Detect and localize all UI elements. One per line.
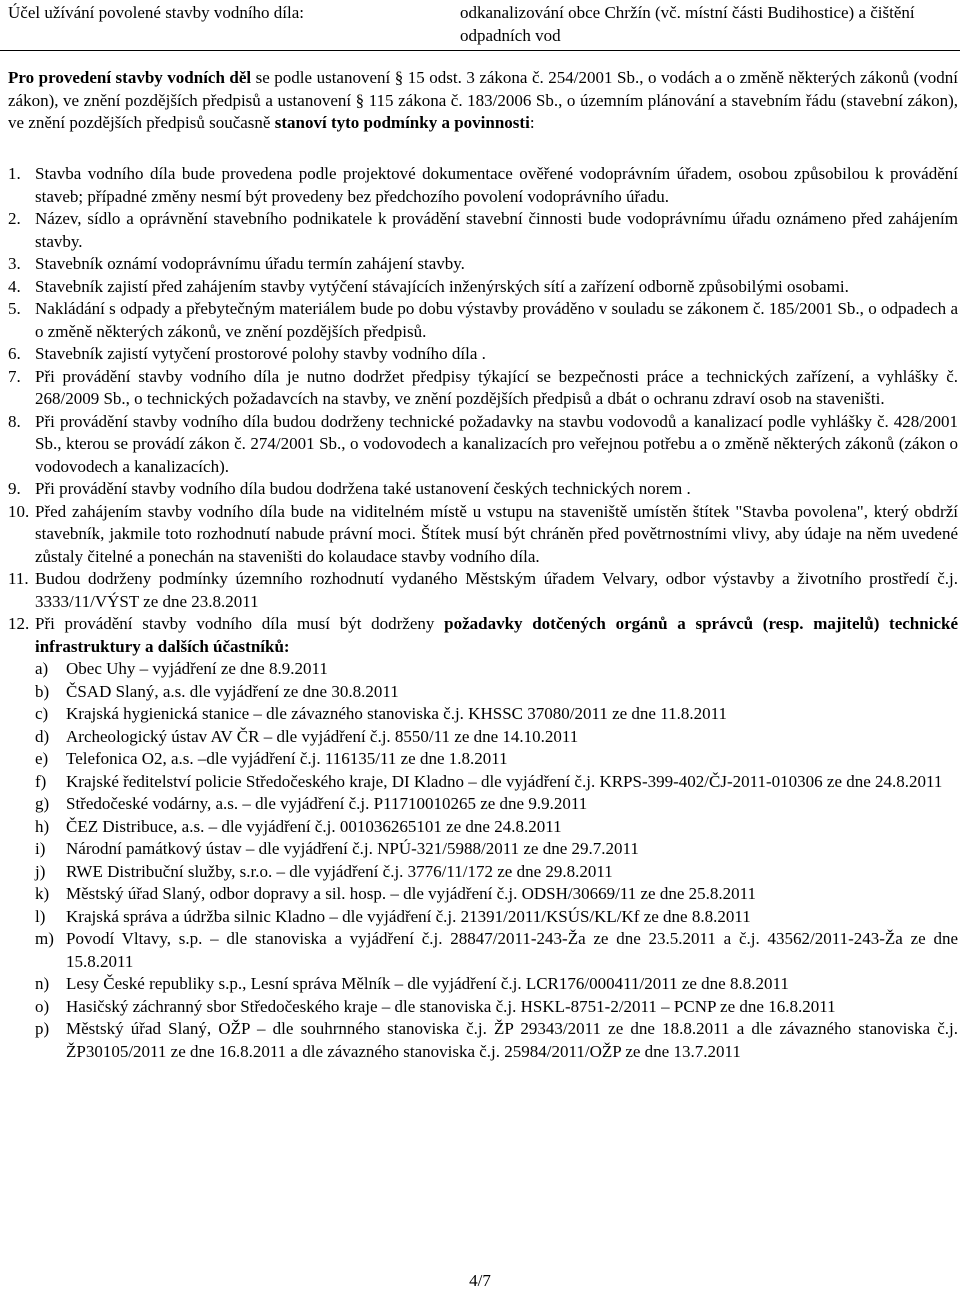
- page-number: 4/7: [469, 1271, 491, 1290]
- condition-text: Při provádění stavby vodního díla budou dodržena také ustanovení českých technických norem .: [35, 479, 691, 498]
- authority-item: [8, 703, 958, 726]
- authority-text: Středočeské vodárny, a.s. – dle vyjádření č.j. P11710010265 ze dne 9.9.2011: [66, 794, 588, 813]
- authority-item: [8, 996, 958, 1019]
- condition-text: Stavebník zajistí vytyčení prostorové polohy stavby vodního díla .: [35, 344, 486, 363]
- authority-item: [8, 883, 958, 906]
- authority-letter: k): [35, 884, 50, 903]
- authority-text: Krajská správa a údržba silnic Kladno – dle vyjádření č.j. 21391/2011/KSÚS/KL/Kf ze dne 8.8.2011: [66, 906, 751, 926]
- condition-text: Před zahájením stavby vodního díla bude na viditelném místě u vstupu na staveniště umístěn štítek "Stavba povolena", který obdrží stavebník, jakmile toto rozhodnutí nabude právní moci. Štítek musí být chráněn před povětrnostními vlivy, aby údaje na něm uvedené zůstaly čitelné a ponechán na staveništi do kolaudace stavby vodního díla.: [35, 501, 958, 566]
- condition-number: 9.: [8, 479, 21, 498]
- authority-text: Archeologický ústav AV ČR – dle vyjádření č.j. 8550/11 ze dne 14.10.2011: [66, 726, 579, 746]
- condition-item: [8, 366, 958, 411]
- condition-text: Název, sídlo a oprávnění stavebního podnikatele k provádění stavební činnosti bude vodoprávnímu úřadu oznámeno před zahájením stavby.: [35, 209, 958, 251]
- condition-number: 1.: [8, 164, 21, 183]
- condition-item: [8, 208, 958, 253]
- authority-letter: i): [35, 839, 46, 858]
- authority-text: Obec Uhy – vyjádření ze dne 8.9.2011: [66, 659, 328, 678]
- condition-item-12: [8, 613, 958, 658]
- authority-item: [8, 793, 958, 816]
- authority-letter: l): [35, 906, 46, 926]
- authority-text: Krajské ředitelství policie Středočeského kraje, DI Kladno – dle vyjádření č.j. KRPS-399-402/ČJ-2011-010306 ze dne 24.8.2011: [66, 771, 943, 791]
- authority-item: [8, 726, 958, 749]
- authority-item: [8, 928, 958, 973]
- condition-number: 6.: [8, 344, 21, 363]
- authority-item: [8, 771, 958, 794]
- condition-text: Při provádění stavby vodního díla budou dodrženy technické požadavky na stavbu vodovodů a kanalizací podle vyhlášky č. 428/2001 Sb., kterou se provádí zákon č. 274/2001 Sb., o vodovodech a kanalizacích pro veřejnou potřebu a o změně některých zákonů (zákon o vodovodech a kanalizacích).: [35, 411, 958, 476]
- authority-text: RWE Distribuční služby, s.r.o. – dle vyjádření č.j. 3776/11/172 ze dne 29.8.2011: [66, 861, 613, 881]
- authority-item: [8, 816, 958, 839]
- condition-item: [8, 253, 958, 276]
- authority-text: Městský úřad Slaný, OŽP – dle souhrnného stanoviska č.j. ŽP 29343/2011 ze dne 18.8.2011 a dle závazného stanoviska č.j. ŽP30105/2011 ze dne 16.8.2011 a dle závazného stanoviska č.j. 25984/2011/OŽP ze dne 13.7.2011: [66, 1019, 958, 1061]
- authority-letter: g): [35, 794, 50, 813]
- authority-item: [8, 861, 958, 884]
- condition-text: Stavba vodního díla bude provedena podle projektové dokumentace ověřené vodoprávním úřadem, osobou způsobilou k provádění staveb; případné změny nesmí být provedeny bez předchozího povolení vodoprávního úřadu.: [35, 164, 958, 206]
- intro-body: se podle ustanovení § 15 odst. 3 zákona č. 254/2001 Sb., o vodách a o změně některých zákonů (vodní zákon), ve znění pozdějších předpisů a ustanovení § 115 zákona č. 183/2006 Sb., o územním plánování a stavebním řádu (stavební zákon), ve znění pozdějších předpisů současně: [8, 68, 958, 132]
- authority-letter: o): [35, 996, 50, 1016]
- condition-number: 4.: [8, 276, 21, 296]
- authority-item: [8, 973, 958, 996]
- condition-text: Stavebník oznámí vodoprávnímu úřadu termín zahájení stavby.: [35, 254, 465, 273]
- authority-item: [8, 681, 958, 704]
- condition-item: [8, 276, 958, 299]
- authority-text: ČEZ Distribuce, a.s. – dle vyjádření č.j. 001036265101 ze dne 24.8.2011: [66, 816, 562, 836]
- condition-item: [8, 411, 958, 479]
- condition-text: Při provádění stavby vodního díla musí být dodrženy: [35, 614, 445, 633]
- authority-text: Krajská hygienická stanice – dle závazného stanoviska č.j. KHSSC 37080/2011 ze dne 11.8.2011: [66, 704, 727, 723]
- conditions-list: [8, 163, 958, 1063]
- authority-item: [8, 748, 958, 771]
- authority-letter: b): [35, 681, 50, 701]
- intro-paragraph: [8, 67, 958, 135]
- intro-bold-lead: Pro provedení stavby vodních děl: [8, 68, 252, 87]
- condition-number: 11.: [8, 569, 29, 588]
- authority-letter: m): [35, 929, 54, 948]
- authority-letter: j): [35, 861, 46, 881]
- condition-text: Budou dodrženy podmínky územního rozhodnutí vydaného Městským úřadem Velvary, odbor výstavby a životního prostředí č.j. 3333/11/VÝST ze dne 23.8.2011: [35, 569, 958, 611]
- authority-text: ČSAD Slaný, a.s. dle vyjádření ze dne 30.8.2011: [66, 681, 399, 701]
- authority-letter: h): [35, 816, 50, 836]
- header-divider: [0, 50, 960, 51]
- condition-item: [8, 298, 958, 343]
- authority-item: [8, 1018, 958, 1063]
- condition-item: [8, 163, 958, 208]
- authority-text: Povodí Vltavy, s.p. – dle stanoviska a vyjádření č.j. 28847/2011-243-Ža ze dne 23.5.2011 a č.j. 43562/2011-243-Ža ze dne 15.8.2011: [66, 929, 958, 971]
- authority-letter: d): [35, 726, 50, 746]
- authority-item: [8, 658, 958, 681]
- condition-text: Nakládání s odpady a přebytečným materiálem bude po dobu výstavby prováděno v souladu se zákonem č. 185/2001 Sb., o odpadech a o změně některých zákonů, ve znění pozdějších předpisů.: [35, 299, 958, 341]
- authority-item: [8, 906, 958, 929]
- condition-item: [8, 568, 958, 613]
- condition-number: 3.: [8, 254, 21, 273]
- authority-letter: p): [35, 1019, 50, 1038]
- authority-text: Lesy České republiky s.p., Lesní správa Mělník – dle vyjádření č.j. LCR176/000411/2011 ze dne 8.8.2011: [66, 974, 789, 993]
- condition-number: 8.: [8, 411, 21, 431]
- authority-letter: e): [35, 749, 49, 768]
- authority-letter: n): [35, 974, 50, 993]
- intro-bold-conditions: stanoví tyto podmínky a povinnosti: [274, 113, 530, 132]
- authority-text: Národní památkový ústav – dle vyjádření č.j. NPÚ-321/5988/2011 ze dne 29.7.2011: [66, 839, 639, 858]
- intro-colon: :: [529, 113, 535, 132]
- authority-item: [8, 838, 958, 861]
- condition-item: [8, 478, 958, 501]
- authority-text: Hasičský záchranný sbor Středočeského kraje – dle stanoviska č.j. HSKL-8751-2/2011 – PCNP ze dne 16.8.2011: [66, 996, 836, 1016]
- authority-text: Městský úřad Slaný, odbor dopravy a sil. hosp. – dle vyjádření č.j. ODSH/30669/11 ze dne 25.8.2011: [66, 884, 756, 903]
- condition-text: Při provádění stavby vodního díla je nutno dodržet předpisy týkající se bezpečnosti práce a technických zařízení, a vyhlášky č. 268/2009 Sb., o technických požadavcích na stavby, ve znění pozdějších předpisů a dbát o ochranu zdraví osob na staveništi.: [35, 366, 958, 408]
- condition-number: 2.: [8, 209, 21, 228]
- condition-item: [8, 343, 958, 366]
- authority-text: Telefonica O2, a.s. –dle vyjádření č.j. 116135/11 ze dne 1.8.2011: [66, 749, 508, 768]
- condition-number: 10.: [8, 501, 30, 521]
- condition-text-bold: požadavky dotčených orgánů a správců (resp. majitelů) technické infrastruktury a dalších účastníků:: [35, 614, 958, 656]
- condition-number: 5.: [8, 299, 21, 318]
- condition-item: [8, 501, 958, 569]
- purpose-value: odkanalizování obce Chržín (vč. místní části Budihostice) a čištění odpadních vod: [460, 3, 915, 45]
- authority-letter: a): [35, 659, 49, 678]
- condition-number: 12.: [8, 614, 30, 633]
- authority-letter: c): [35, 704, 49, 723]
- condition-text: Stavebník zajistí před zahájením stavby vytýčení stávajících inženýrských sítí a zařízení odborně způsobilými osobami.: [35, 276, 849, 296]
- authority-letter: f): [35, 771, 47, 791]
- condition-number: 7.: [8, 366, 21, 386]
- purpose-label: Účel užívání povolené stavby vodního díla:: [8, 3, 305, 22]
